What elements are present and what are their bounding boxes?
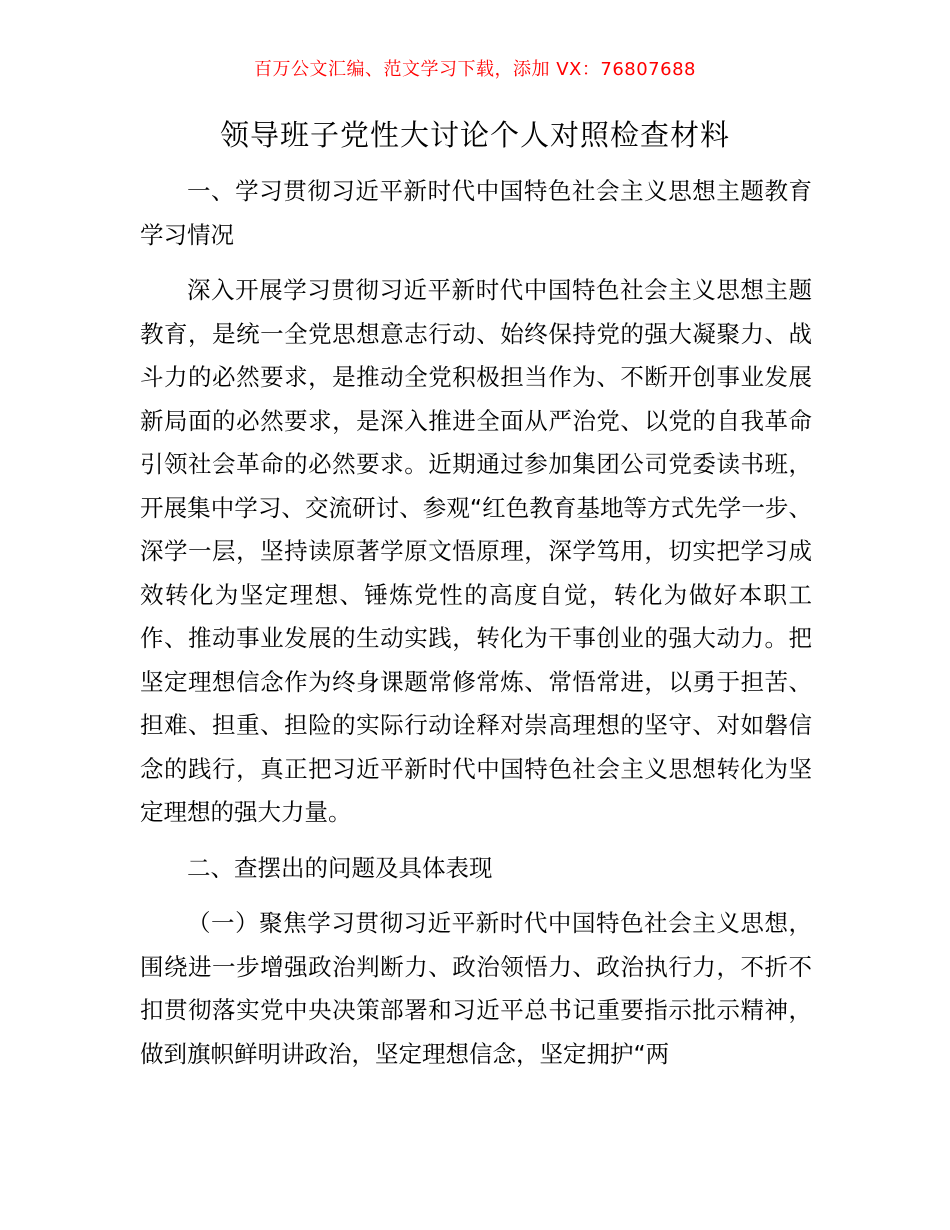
section-heading-2: 二、查摆出的问题及具体表现 <box>187 853 493 882</box>
document-title: 领导班子党性大讨论个人对照检查材料 <box>219 118 730 152</box>
body-paragraph-1: 深入开展学习贯彻习近平新时代中国特色社会主义思想主题教育，是统一全党思想意志行动、始终保持党的强大凝聚力、战斗力的必然要求，是推动全党积极担当作为、不断开创事业发展新局面的必然要求，是深入推进全面从严治党、以党的自我革命引领社会革命的必然要求。近期通过参加集团公司党委读书班，开展集中学习、交流研讨、参观“红色教育基地等方式先学一步、深学一层，坚持读原著学原文悟原理，深学笃用，切实把学习成效转化为坚定理想、锤炼党性的高度自觉，转化为做好本职工作、推动事业发展的生动实践，转化为干事创业的强大动力。把坚定理想信念作为终身课题常修常炼、常悟常进，以勇于担苦、担难、担重、担险的实际行动诠释对崇高理想的坚守、对如磐信念的践行，真正把习近平新时代中国特色社会主义思想转化为坚定理想的强大力量。 <box>140 276 812 826</box>
header-watermark-note: 百万公文汇编、范文学习下载，添加 VX：76807688 <box>254 59 696 80</box>
body-paragraph-2: （一）聚焦学习贯彻习近平新时代中国特色社会主义思想，围绕进一步增强政治判断力、政治领悟力、政治执行力，不折不扣贯彻落实党中央决策部署和习近平总书记重要指示批示精神，做到旗帜鲜明讲政治，坚定理想信念，坚定拥护“两 <box>140 909 812 1068</box>
document-body <box>140 170 812 1076</box>
section-heading-1: 一、学习贯彻习近平新时代中国特色社会主义思想主题教育学习情况 <box>140 177 812 249</box>
